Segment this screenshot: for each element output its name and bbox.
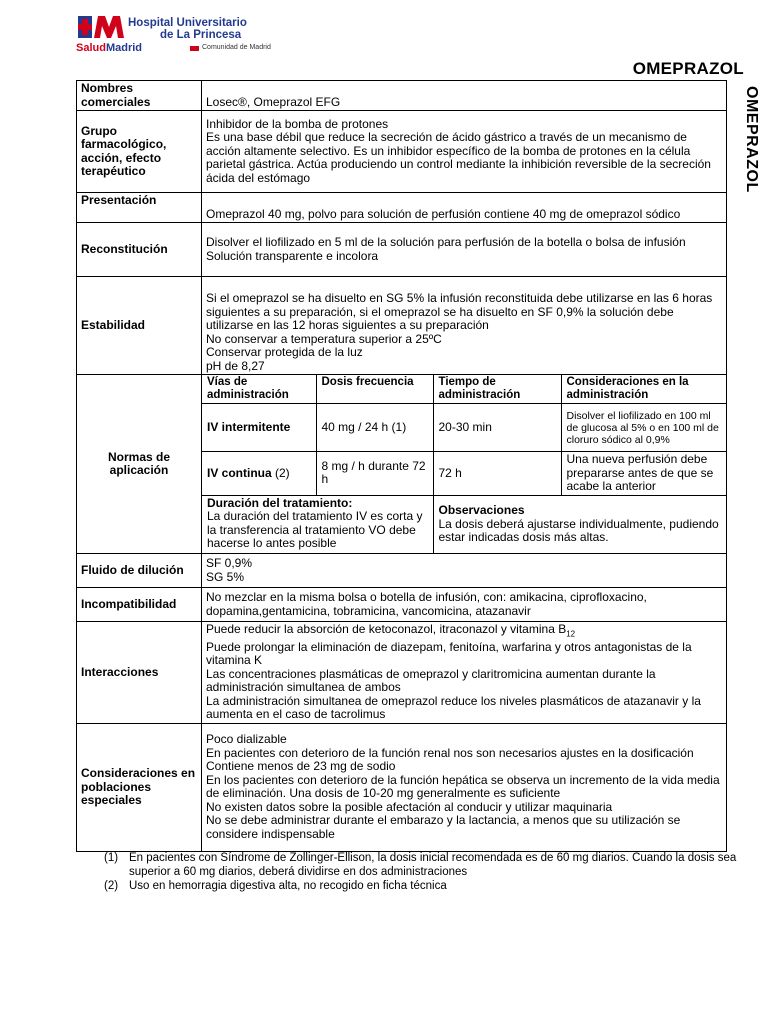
row-content	[202, 554, 727, 588]
via-note: (2)	[275, 465, 290, 480]
page-title: OMEPRAZOL	[632, 59, 744, 78]
subscript: 12	[566, 629, 576, 639]
row-content: Losec®, Omeprazol EFG	[202, 81, 727, 111]
row-label: Presentación	[77, 193, 202, 223]
duracion-observaciones-row	[202, 495, 726, 553]
header-consideraciones: Consideraciones en la administración	[561, 375, 726, 404]
text-line: La administración simultanea de omeprazol reduce los niveles plasmáticos de atazanavir y la aumenta en el caso de tacrolimus	[206, 693, 701, 722]
row-content	[202, 622, 727, 724]
consideracion-cell: Una nueva perfusión debe prepararse antes de que se acabe la anterior	[561, 452, 726, 496]
footnote-text: En pacientes con Síndrome de Zollinger-Ellison, la dosis inicial recomendada es de 60 mg diarios. Cuando la dosis sea superior a 60 mg diarios, deberá dividirse en dos administraciones	[129, 852, 737, 878]
duracion-text: La duración del tratamiento IV es corta y la transferencia al tratamiento VO debe hacerse lo antes posible	[207, 509, 423, 550]
row-content	[202, 723, 727, 851]
hospital-name-line1: Hospital Universitario	[128, 17, 247, 29]
footnote-number: (1)	[104, 852, 119, 864]
observaciones-text: La dosis deberá ajustarse individualmente, pudiendo estar indicadas dosis más altas.	[438, 516, 719, 544]
row-incompatibilidad	[77, 588, 727, 622]
drug-info-table	[76, 80, 727, 852]
row-grupo	[77, 111, 727, 193]
duracion-cell	[202, 495, 433, 553]
row-estabilidad	[77, 277, 727, 375]
row-content: No mezclar en la misma bolsa o botella de infusión, con: amikacina, ciprofloxacino, dopamina,gentamicina, tobramicina, vancomicina, atazanavir	[202, 588, 727, 622]
dosis-cell: 8 mg / h durante 72 h	[316, 452, 433, 496]
text-line: Inhibidor de la bomba de protones	[206, 116, 389, 131]
tiempo-cell: 72 h	[433, 452, 561, 496]
row-presentacion	[77, 193, 727, 223]
admin-row-iv-continua	[202, 452, 726, 496]
consideracion-cell: Disolver el liofilizado en 100 ml de glucosa al 5% o en 100 ml de cloruro sódico al 0,9%	[561, 404, 726, 452]
footnote-text: Uso en hemorragia digestiva alta, no recogido en ficha técnica	[129, 880, 447, 892]
header-dosis: Dosis frecuencia	[316, 375, 433, 404]
row-label: Nombres comerciales	[77, 81, 202, 111]
text-line: En pacientes con deterioro de la función renal nos son necesarios ajustes en la dosificación	[206, 745, 694, 760]
row-label: Interacciones	[77, 622, 202, 724]
observaciones-cell	[433, 495, 726, 553]
row-normas	[77, 375, 727, 554]
hospital-emblem-icon	[78, 14, 124, 42]
text-line: Puede prolongar la eliminación de diazepam, fenitoína, warfarina y otros antagonistas de la vitamina K	[206, 639, 692, 668]
admin-table	[202, 375, 726, 553]
salud-madrid-logo	[76, 42, 142, 54]
row-content	[202, 111, 727, 193]
dosis-cell: 40 mg / 24 h (1)	[316, 404, 433, 452]
logo-red-bar	[190, 46, 199, 51]
header-tiempo: Tiempo de administración	[433, 375, 561, 404]
duracion-title: Duración del tratamiento:	[207, 495, 353, 510]
text-line: SF 0,9%	[206, 556, 253, 570]
salud-word: Salud	[76, 42, 106, 54]
row-label: Grupo farmacológico, acción, efecto terapéutico	[77, 111, 202, 193]
text-line: No existen datos sobre la posible afectación al conducir y utilizar maquinaria	[206, 799, 613, 814]
text-line: Solución transparente e incolora	[206, 248, 379, 263]
text-line: Poco dializable	[206, 732, 287, 747]
row-interacciones	[77, 622, 727, 724]
vertical-title: OMEPRAZOL	[743, 86, 760, 193]
via-cell: IV intermitente	[202, 404, 316, 452]
text-line: Conservar protegida de la luz	[206, 345, 363, 359]
row-label: Incompatibilidad	[77, 588, 202, 622]
observaciones-title: Observaciones	[438, 503, 525, 517]
footnote-1	[104, 851, 744, 879]
footnote-number: (2)	[104, 880, 119, 892]
text-main: Puede reducir la absorción de ketoconazol, itraconazol y vitamina B	[206, 622, 567, 636]
admin-header-row	[202, 375, 726, 404]
text-line: Contiene menos de 23 mg de sodio	[206, 759, 396, 774]
row-content	[202, 223, 727, 277]
row-label: Consideraciones en poblaciones especiales	[77, 723, 202, 851]
admin-row-iv-intermitente	[202, 404, 726, 452]
row-fluido	[77, 554, 727, 588]
text-line: Si el omeprazol se ha disuelto en SG 5% la infusión reconstituida debe utilizarse en las 6 horas siguientes a su preparación, si el omeprazol se ha disuelto en SF 0,9% la solución debe utilizarse en las 12 horas siguientes a su preparación	[206, 291, 713, 332]
text-line: SG 5%	[206, 569, 245, 584]
row-content: Omeprazol 40 mg, polvo para solución de perfusión contiene 40 mg de omeprazol sódico	[202, 193, 727, 223]
via-cell	[202, 452, 316, 496]
normas-content	[202, 375, 727, 554]
madrid-word: Madrid	[105, 42, 143, 54]
text-line: En los pacientes con deterioro de la función hepática se observa un incremento de la vida media de eliminación. Una dosis de 10-20 mg generalmente es suficiente	[206, 772, 720, 801]
via-name: IV continua	[207, 465, 272, 480]
text-line	[206, 623, 722, 641]
row-label: Reconstitución	[77, 223, 202, 277]
row-content	[202, 277, 727, 375]
row-label: Fluido de dilución	[77, 554, 202, 588]
row-reconstitucion	[77, 223, 727, 277]
text-line: No se debe administrar durante el embarazo y la lactancia, a menos que su utilización se considere indispensable	[206, 813, 681, 841]
hospital-logo	[76, 14, 316, 56]
row-consideraciones	[77, 723, 727, 851]
footnote-2	[104, 879, 744, 893]
comunidad-text: Comunidad de Madrid	[202, 44, 271, 51]
text-line: Es una base débil que reduce la secreción de ácido gástrico a través de un mecanismo de acción altamente selectivo. Es un inhibidor específico de la bomba de protones en la célula parietal gástrica. Actúa produciendo un control mediante la inhibición reversible de la secreción ácida del estómago	[206, 130, 711, 185]
footnotes	[104, 851, 744, 893]
text-line: pH de 8,27	[206, 358, 265, 373]
text-line: Las concentraciones plasmáticas de omeprazol y claritromicina aumentan durante la administración simultanea de ambos	[206, 666, 656, 695]
text-line: No conservar a temperatura superior a 25ºC	[206, 331, 442, 346]
row-label: Normas de aplicación	[77, 375, 202, 554]
row-nombres	[77, 81, 727, 111]
row-label: Estabilidad	[77, 277, 202, 375]
tiempo-cell: 20-30 min	[433, 404, 561, 452]
text-line: Disolver el liofilizado en 5 ml de la solución para perfusión de la botella o bolsa de infusión	[206, 235, 686, 249]
header-vias: Vías de administración	[202, 375, 316, 404]
hospital-name-line2: de La Princesa	[160, 29, 242, 41]
